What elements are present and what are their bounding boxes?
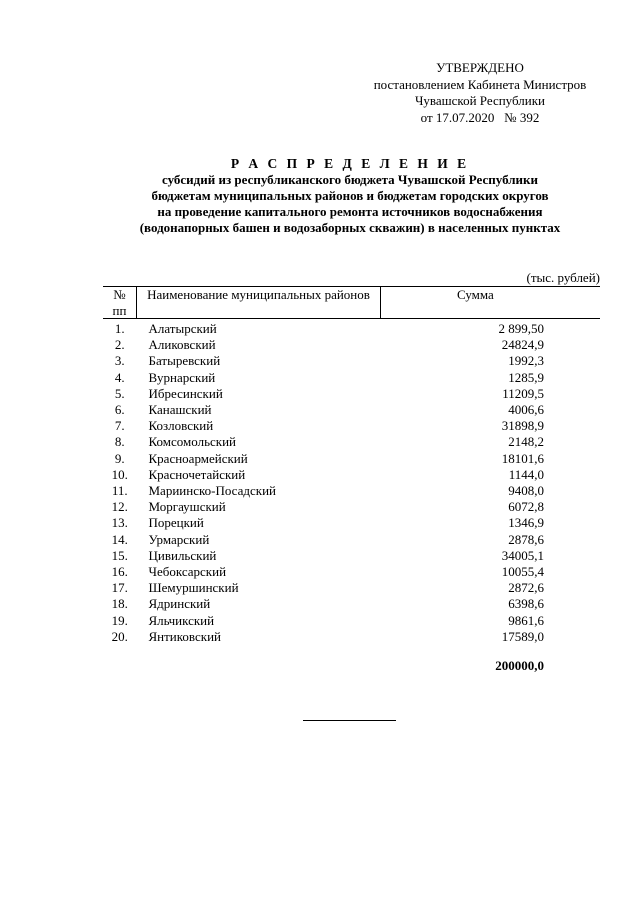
approval-line: постановлением Кабинета Министров — [373, 76, 587, 92]
table-row — [103, 580, 600, 596]
closing-rule — [303, 720, 396, 721]
row-number: 17. — [111, 580, 128, 596]
header-number-symbol: № — [113, 287, 126, 302]
row-number: 16. — [111, 564, 128, 580]
header-name: Наименование муниципальных районов — [137, 287, 381, 319]
row-district-name: Шемуршинский — [148, 580, 239, 596]
row-district-name: Комсомольский — [148, 434, 236, 450]
row-district-name: Яльчикский — [148, 612, 215, 628]
units-label: (тыс. рублей) — [526, 270, 600, 285]
row-district-name: Красночетайский — [148, 466, 246, 482]
row-sum: 1285,9 — [508, 369, 544, 385]
approval-line: Чувашской Республики — [414, 93, 546, 108]
table-row — [103, 515, 600, 531]
row-number: 14. — [111, 531, 128, 547]
row-sum: 9408,0 — [508, 483, 544, 499]
table-row — [103, 353, 600, 369]
row-number: 3. — [114, 353, 125, 369]
table-body — [103, 319, 600, 646]
row-sum: 1144,0 — [508, 466, 544, 482]
row-district-name: Янтиковский — [148, 628, 221, 644]
row-district-name: Козловский — [148, 418, 214, 434]
title-main: Р А С П Р Е Д Е Л Е Н И Е — [230, 156, 470, 171]
table-row — [103, 629, 600, 645]
row-number: 8. — [114, 434, 125, 450]
row-district-name: Ибресинский — [148, 385, 223, 401]
row-sum: 31898,9 — [501, 418, 544, 434]
distribution-table-wrapper — [103, 286, 600, 645]
row-district-name: Цивильский — [148, 547, 217, 563]
row-number: 12. — [111, 499, 128, 515]
row-district-name: Вурнарский — [148, 369, 216, 385]
row-sum: 11209,5 — [502, 385, 544, 401]
approval-heading: УТВЕРЖДЕНО — [436, 60, 524, 75]
row-sum: 9861,6 — [508, 612, 544, 628]
document-title — [100, 156, 600, 236]
table-row — [103, 451, 600, 467]
row-number: 2. — [114, 337, 125, 353]
row-number: 19. — [111, 612, 128, 628]
table-row — [103, 467, 600, 483]
row-number: 13. — [111, 515, 128, 531]
row-number: 4. — [114, 369, 125, 385]
row-sum: 6072,8 — [508, 499, 544, 515]
table-header-row — [103, 287, 600, 319]
title-line: субсидий из республиканского бюджета Чувашской Республики — [161, 172, 539, 187]
approval-date-number: от 17.07.2020 № 392 — [420, 109, 540, 125]
row-district-name: Красноармейский — [148, 450, 248, 466]
table-row — [103, 532, 600, 548]
row-district-name: Урмарский — [148, 531, 210, 547]
table-row — [103, 337, 600, 353]
table-row — [103, 386, 600, 402]
row-number: 10. — [111, 466, 128, 482]
row-number: 18. — [111, 596, 128, 612]
row-number: 11. — [111, 483, 128, 499]
table-row — [103, 499, 600, 515]
row-sum: 2878,6 — [508, 531, 544, 547]
row-district-name: Аликовский — [148, 337, 216, 353]
table-row — [103, 548, 600, 564]
row-district-name: Порецкий — [148, 515, 204, 531]
title-line: (водонапорных башен и водозаборных скважин) в населенных пунктах — [139, 220, 561, 235]
title-line: на проведение капитального ремонта источников водоснабжения — [157, 204, 543, 219]
row-sum: 1992,3 — [508, 353, 544, 369]
row-number: 15. — [111, 547, 128, 563]
header-number-abbr: пп — [112, 302, 127, 318]
row-sum: 2148,2 — [508, 434, 544, 450]
row-district-name: Моргаушский — [148, 499, 226, 515]
row-number: 20. — [111, 628, 128, 644]
table-row — [103, 370, 600, 386]
table-row — [103, 418, 600, 434]
row-number: 7. — [114, 418, 125, 434]
table-row — [103, 596, 600, 612]
header-number — [103, 287, 137, 319]
title-line: бюджетам муниципальных районов и бюджетам городских округов — [151, 188, 549, 203]
row-sum: 2872,6 — [508, 580, 544, 596]
row-district-name: Батыревский — [148, 353, 221, 369]
row-district-name: Мариинско-Посадский — [148, 483, 276, 499]
row-sum: 18101,6 — [501, 450, 544, 466]
distribution-table — [103, 286, 600, 645]
row-district-name: Ядринский — [148, 596, 211, 612]
row-number: 9. — [114, 450, 125, 466]
row-number: 5. — [114, 385, 125, 401]
row-sum: 2 899,50 — [498, 321, 544, 336]
header-sum: Сумма — [457, 287, 494, 302]
row-sum: 6398,6 — [508, 596, 544, 612]
table-row — [103, 434, 600, 450]
row-number: 6. — [114, 402, 125, 418]
row-district-name: Канашский — [148, 402, 212, 418]
row-sum: 4006,6 — [508, 402, 544, 418]
row-sum: 1346,9 — [508, 515, 544, 531]
table-row — [103, 564, 600, 580]
row-sum: 17589,0 — [501, 628, 544, 644]
table-row — [103, 319, 600, 338]
row-sum: 24824,9 — [501, 337, 544, 353]
row-sum: 34005,1 — [501, 547, 544, 563]
row-district-name: Чебоксарский — [148, 564, 227, 580]
row-sum: 10055,4 — [501, 564, 544, 580]
row-number: 1. — [114, 321, 125, 336]
row-district-name: Алатырский — [148, 321, 217, 336]
table-row — [103, 613, 600, 629]
table-header — [103, 287, 600, 319]
table-row — [103, 402, 600, 418]
table-row — [103, 483, 600, 499]
approval-block — [350, 60, 610, 126]
total-sum: 200000,0 — [495, 658, 544, 673]
